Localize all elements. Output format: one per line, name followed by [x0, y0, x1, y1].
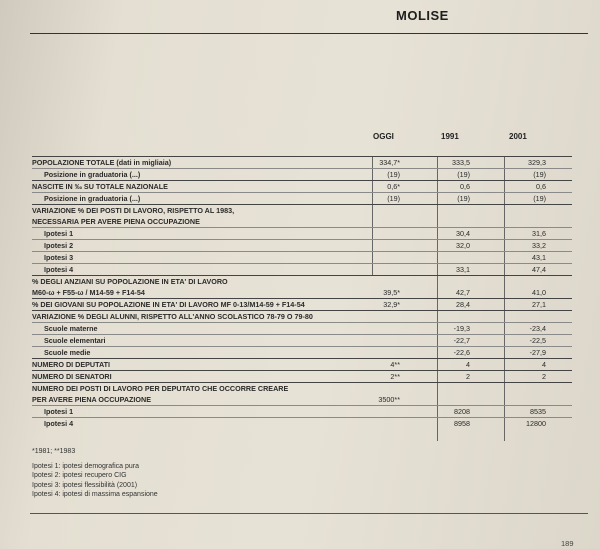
row-value-v1: 4**	[390, 360, 400, 369]
table-row	[32, 370, 572, 382]
row-value-v1: 3500**	[378, 395, 400, 404]
table-row	[32, 204, 572, 216]
footnote-line: *1981; **1983	[32, 448, 76, 455]
row-value-v3: (19)	[533, 170, 546, 179]
row-label: NECESSARIA PER AVERE PIENA OCCUPAZIONE	[32, 217, 200, 226]
table-row	[32, 322, 572, 334]
row-label: Scuole medie	[44, 348, 91, 357]
table-row	[32, 382, 572, 394]
row-value-v2: 33,1	[456, 265, 470, 274]
table-row	[32, 405, 572, 417]
table-row	[32, 156, 572, 168]
table-row	[32, 287, 572, 298]
row-value-v3: -27,9	[529, 348, 546, 357]
row-value-v1: 32,9*	[383, 300, 400, 309]
footnote-line: Ipotesi 3: ipotesi flessibilità (2001)	[32, 481, 138, 489]
column-header-2001: 2001	[509, 132, 527, 141]
row-value-v2: -22,6	[453, 348, 470, 357]
row-value-v2: 28,4	[456, 300, 470, 309]
table-row	[32, 239, 572, 251]
row-value-v2: 4	[466, 360, 470, 369]
row-value-v2: 30,4	[456, 229, 470, 238]
table-row	[32, 168, 572, 180]
row-label: Ipotesi 3	[44, 253, 74, 262]
row-label: Scuole materne	[44, 324, 98, 333]
row-label: NASCITE IN ‰ SU TOTALE NAZIONALE	[32, 182, 168, 191]
table-row	[32, 334, 572, 346]
row-label: NUMERO DI DEPUTATI	[32, 360, 110, 369]
column-header-oggi: OGGI	[373, 132, 394, 141]
table-row	[32, 216, 572, 227]
row-value-v1: 0,6*	[387, 182, 400, 191]
row-label: Ipotesi 4	[44, 265, 74, 274]
row-value-v3: 31,6	[532, 229, 546, 238]
row-value-v1: 39,5*	[383, 288, 400, 297]
row-value-v3: 8535	[530, 407, 546, 416]
footnote-line: Ipotesi 1: ipotesi demografica pura	[32, 462, 140, 470]
table-row	[32, 394, 572, 405]
row-value-v1: (19)	[387, 194, 400, 203]
row-value-v2: 32,0	[456, 241, 470, 250]
table-row	[32, 298, 572, 310]
table-row	[32, 192, 572, 204]
row-label: % DEI GIOVANI SU POPOLAZIONE IN ETA' DI LAVORO MF 0-13/M14-59 + F14-54	[32, 300, 305, 309]
row-value-v3: 329,3	[528, 158, 546, 167]
footnotes	[32, 447, 158, 500]
row-value-v1: (19)	[387, 170, 400, 179]
table-row	[32, 251, 572, 263]
row-value-v3: 4	[542, 360, 546, 369]
table-row	[32, 417, 572, 429]
row-label: Ipotesi 1	[44, 407, 74, 416]
row-value-v2: -22,7	[453, 336, 470, 345]
row-label: Ipotesi 2	[44, 241, 74, 250]
row-value-v3: 2	[542, 372, 546, 381]
table-row	[32, 358, 572, 370]
row-value-v2: 0,6	[460, 182, 470, 191]
table-row	[32, 346, 572, 358]
row-label: NUMERO DEI POSTI DI LAVORO PER DEPUTATO CHE OCCORRE CREARE	[32, 384, 289, 393]
row-label: NUMERO DI SENATORI	[32, 372, 112, 381]
data-table	[32, 156, 572, 429]
row-value-v3: 43,1	[532, 253, 546, 262]
row-label: Ipotesi 1	[44, 229, 74, 238]
row-value-v3: 33,2	[532, 241, 546, 250]
footnote-line: Ipotesi 2: ipotesi recupero CIG	[32, 472, 127, 479]
footnote-line: Ipotesi 4: ipotesi di massima espansione	[32, 491, 158, 498]
row-value-v2: (19)	[457, 194, 470, 203]
row-label: Ipotesi 4	[44, 419, 74, 428]
table-row	[32, 227, 572, 239]
row-label: Posizione in graduatoria (...)	[44, 194, 141, 203]
bottom-rule	[30, 513, 588, 514]
table-row	[32, 275, 572, 287]
row-label: PER AVERE PIENA OCCUPAZIONE	[32, 395, 152, 404]
page-number: 189	[561, 539, 574, 548]
row-label: Scuole elementari	[44, 336, 106, 345]
row-value-v3: 0,6	[536, 182, 546, 191]
row-value-v3: 27,1	[532, 300, 546, 309]
row-label: POPOLAZIONE TOTALE (dati in migliaia)	[32, 158, 172, 167]
top-rule	[30, 33, 588, 34]
row-label: VARIAZIONE % DEI POSTI DI LAVORO, RISPETTO AL 1983,	[32, 206, 235, 215]
row-value-v3: 41,0	[532, 288, 546, 297]
row-value-v1: 2**	[390, 372, 400, 381]
row-label: Posizione in graduatoria (...)	[44, 170, 141, 179]
table-row	[32, 310, 572, 322]
row-value-v3: 47,4	[532, 265, 546, 274]
row-value-v3: -23,4	[529, 324, 546, 333]
row-value-v3: (19)	[533, 194, 546, 203]
row-label: % DEGLI ANZIANI SU POPOLAZIONE IN ETA' DI LAVORO	[32, 277, 228, 286]
column-header-1991: 1991	[441, 132, 459, 141]
region-title: MOLISE	[396, 8, 449, 23]
row-label: VARIAZIONE % DEGLI ALUNNI, RISPETTO ALL'ANNO SCOLASTICO 78-79 O 79-80	[32, 312, 313, 321]
row-value-v2: 2	[466, 372, 470, 381]
row-value-v2: -19,3	[453, 324, 470, 333]
row-value-v3: 12800	[526, 419, 546, 428]
table-row	[32, 263, 572, 275]
row-value-v2: 8208	[454, 407, 470, 416]
row-value-v3: -22,5	[529, 336, 546, 345]
row-label: M60-ω + F55-ω / M14-59 + F14-54	[32, 288, 145, 297]
row-value-v2: (19)	[457, 170, 470, 179]
row-value-v2: 8958	[454, 419, 470, 428]
row-value-v1: 334,7*	[379, 158, 400, 167]
table-row	[32, 180, 572, 192]
row-value-v2: 333,5	[452, 158, 470, 167]
row-value-v2: 42,7	[456, 288, 470, 297]
